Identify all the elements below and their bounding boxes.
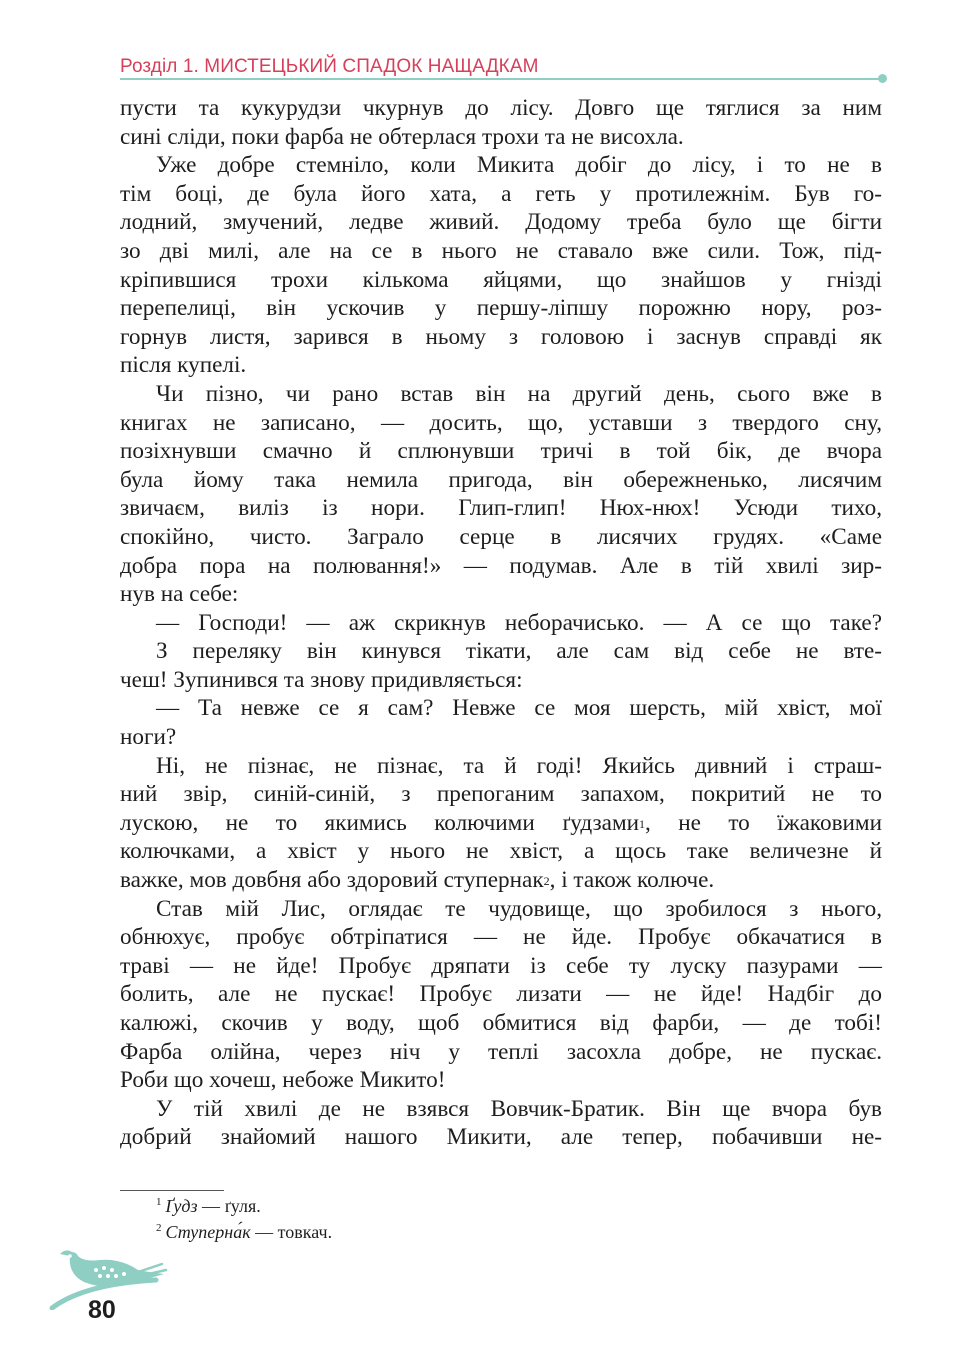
- footnote-2: [156, 1222, 332, 1243]
- page-number: 80: [88, 1296, 116, 1324]
- text-line: Ні, не пізнає, не пізнає, та й годі! Якийсь дивний і страш-: [156, 752, 882, 779]
- footnote-term: Ґудз: [165, 1196, 198, 1216]
- text-line: добрий знайомий нашого Микити, але тепер, побачивши не-: [120, 1124, 882, 1151]
- text-line: горнув листя, зарився в ньому з головою і заснув справді як: [120, 323, 882, 350]
- page-header: [120, 52, 885, 86]
- text-line: зо дві милі, але на се в нього не ставало вже сили. Тож, під-: [120, 237, 882, 264]
- text-segment: , не то їжаковими: [645, 809, 883, 836]
- text-line: пусти та кукурудзи чкурнув до лісу. Довго ще тяглися за ним: [120, 95, 882, 121]
- text-segment: лускою, не то якимись колючими ґудзами: [120, 809, 640, 836]
- text-line: траві — не йде! Пробує дряпати із себе ту луску пазурами —: [120, 952, 882, 979]
- footnote-number: 1: [156, 1196, 162, 1208]
- header-rule-dot: [878, 74, 887, 83]
- text-line: після купелі.: [120, 352, 247, 379]
- section-title: Розділ 1. МИСТЕЦЬКИЙ СПАДОК НАЩАДКАМ: [120, 56, 539, 77]
- footnote-definition: — ґуля.: [197, 1196, 261, 1216]
- text-line: добра пора на полювання!» — подумав. Але в тій хвилі зир-: [120, 552, 882, 579]
- text-line: Фарба олійна, через ніч у теплі засохла добре, не пускає.: [120, 1038, 882, 1065]
- text-line: — Господи! — аж скрикнув неборачисько. — А се що таке?: [156, 609, 882, 636]
- text-segment: важке, мов довбня або здоровий ступернак: [120, 867, 544, 894]
- text-line: Роби що хочеш, небоже Микито!: [120, 1067, 446, 1094]
- footnote-separator: [120, 1190, 224, 1191]
- footnote-number: 2: [156, 1222, 162, 1234]
- text-line: спокійно, чисто. Заграло серце в лисячих грудях. «Саме: [120, 523, 882, 550]
- text-line: Став мій Лис, оглядає те чудовище, що зробилося з нього,: [156, 895, 882, 922]
- text-line: У тій хвилі де не взявся Вовчик-Братик. Він ще вчора був: [156, 1095, 882, 1122]
- text-line: звичаєм, виліз із нори. Глип-глип! Нюх-нюх! Усюди тихо,: [120, 495, 882, 522]
- text-line: перепелиці, він ускочив у першу-ліпшу порожню нору, роз-: [120, 295, 882, 322]
- text-line: З переляку він кинувся тікати, але сам від себе не вте-: [156, 638, 882, 665]
- text-line: Чи пізно, чи рано встав він на другий день, сього вже в: [156, 380, 882, 407]
- text-line: лодний, змучений, ледве живий. Додому треба було ще бігти: [120, 209, 882, 236]
- text-line: Уже добре стемніло, коли Микита добіг до лісу, і то не в: [156, 152, 882, 179]
- text-line-with-footnote: [120, 866, 882, 895]
- text-line: була йому така немила пригода, він обережненько, лисячим: [120, 466, 882, 493]
- text-line: кріпившися трохи кількома яйцями, що знайшов у гнізді: [120, 266, 882, 293]
- text-line: позіхнувши смачно й сплюнувши тричі в той бік, де вчора: [120, 438, 882, 465]
- text-line: сині сліди, поки фарба не обтерлася трохи та не висохла.: [120, 123, 684, 150]
- text-line: ний звір, синій-синій, з препоганим запахом, покритий не то: [120, 781, 882, 808]
- footnote-1: [156, 1196, 261, 1217]
- footnote-ref-2: 2: [543, 874, 550, 889]
- text-line: чеш! Зупинився та знову придивляється:: [120, 666, 523, 693]
- text-line: болить, але не пускає! Пробує лизати — не йде! Надбіг до: [120, 981, 882, 1008]
- footnote-ref-1: 1: [639, 816, 646, 831]
- text-line: калюжі, скочив у воду, щоб обмитися від фарби, — де тобі!: [120, 1010, 882, 1036]
- text-line: колючками, а хвіст у нього не хвіст, а щось таке величезне й: [120, 838, 882, 865]
- text-line: тім боці, де була його хата, а геть у протилежнім. Був го-: [120, 180, 882, 207]
- text-line: ноги?: [120, 724, 177, 751]
- footnote-definition: — товкач.: [250, 1222, 333, 1242]
- text-line: нув на себе:: [120, 581, 239, 608]
- story-text: [120, 94, 882, 1152]
- text-line: — Та невже се я сам? Невже се моя шерсть, мій хвіст, мої: [156, 695, 882, 722]
- text-line: обнюхує, пробує обтріпатися — не йде. Пробує обкачатися в: [120, 924, 882, 951]
- text-line-with-footnote: [120, 809, 882, 838]
- header-rule: [120, 78, 882, 80]
- text-line: книгах не записано, — досить, що, уставши з твердого сну,: [120, 409, 882, 436]
- text-segment: , і також колюче.: [549, 867, 715, 894]
- footnote-term: Ступерна́к: [165, 1222, 251, 1242]
